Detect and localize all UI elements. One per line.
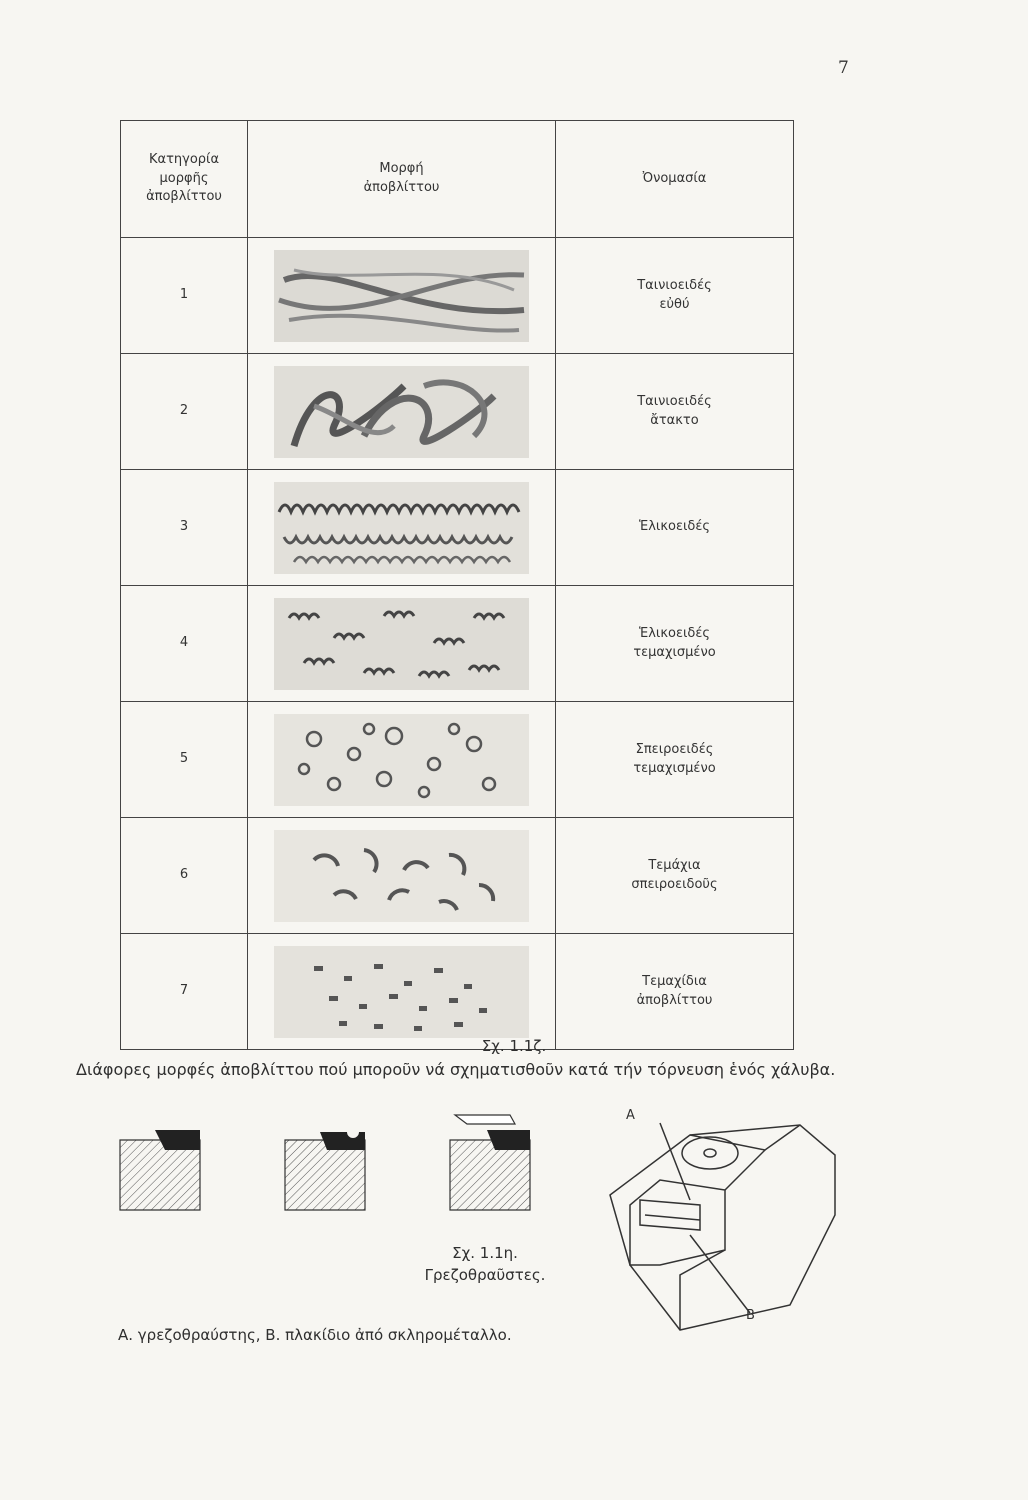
row-category: 6	[121, 818, 248, 934]
row-category: 3	[121, 470, 248, 586]
tool-holder-drawing	[600, 1105, 840, 1335]
header-category: Κατηγορία μορφῆς ἀποβλίττου	[121, 121, 248, 238]
table-row	[121, 934, 794, 1050]
row-name: Τεμάχια σπειροειδοῦς	[556, 818, 794, 934]
table-row	[121, 354, 794, 470]
callout-a: Α	[626, 1108, 635, 1123]
row-category: 2	[121, 354, 248, 470]
row-category: 5	[121, 702, 248, 818]
helical-chips-image	[274, 482, 529, 574]
row-chip-image	[248, 470, 556, 586]
figure-1h-number: Σχ. 1.1η.	[452, 1244, 518, 1262]
page-number: 7	[838, 58, 849, 78]
row-chip-image	[248, 238, 556, 354]
row-category: 4	[121, 586, 248, 702]
row-chip-image	[248, 934, 556, 1050]
table-row	[121, 586, 794, 702]
row-chip-image	[248, 586, 556, 702]
callout-b: Β	[746, 1308, 755, 1323]
straight-ribbon-chips-image	[274, 250, 529, 342]
table-row	[121, 238, 794, 354]
row-category: 7	[121, 934, 248, 1050]
fragmented-spiral-chips-image	[274, 714, 529, 806]
fragmented-helical-chips-image	[274, 598, 529, 690]
row-name: Σπειροειδές τεμαχισμένο	[556, 702, 794, 818]
figure-1z-caption: Διάφορες μορφές ἀποβλίττου πού μποροῦν νά σχηματισθοῦν κατά τήν τόρνευση ἑνός χάλυβα.	[76, 1060, 836, 1079]
row-chip-image	[248, 702, 556, 818]
tangled-ribbon-chips-image	[274, 366, 529, 458]
row-name: Ἑλικοειδές τεμαχισμένο	[556, 586, 794, 702]
figure-1h-caption: Γρεζοθραῦστες.	[424, 1266, 546, 1284]
chip-breaker-sections-drawing	[115, 1110, 555, 1220]
row-name: Τεμαχίδια ἀποβλίττου	[556, 934, 794, 1050]
spiral-chip-pieces-image	[274, 830, 529, 922]
figure-1z-number: Σχ. 1.1ζ.	[481, 1037, 547, 1055]
chip-forms-table	[120, 120, 794, 1050]
row-name: Ταινιοειδές ἄτακτο	[556, 354, 794, 470]
header-form: Μορφή ἀποβλίττου	[248, 121, 556, 238]
figure-1h-legend: Α. γρεζοθραύστης, Β. πλακίδιο ἀπό σκληρομέταλλο.	[118, 1326, 512, 1344]
table-header-row	[121, 121, 794, 238]
row-name: Ἑλικοειδές	[556, 470, 794, 586]
row-chip-image	[248, 354, 556, 470]
row-category: 1	[121, 238, 248, 354]
table-row	[121, 702, 794, 818]
small-chip-fragments-image	[274, 946, 529, 1038]
table-row	[121, 470, 794, 586]
row-chip-image	[248, 818, 556, 934]
table-row	[121, 818, 794, 934]
row-name: Ταινιοειδές εὐθύ	[556, 238, 794, 354]
header-name: Ὀνομασία	[556, 121, 794, 238]
